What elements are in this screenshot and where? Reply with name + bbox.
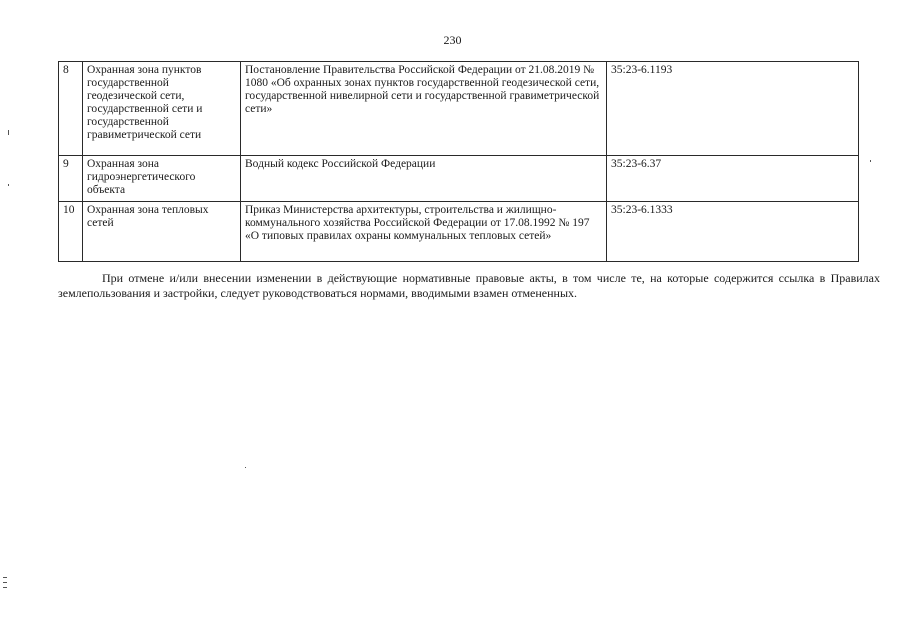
scan-speck	[3, 582, 7, 583]
scan-speck	[8, 130, 9, 135]
row-number: 8	[59, 62, 83, 156]
table-row	[59, 156, 859, 202]
row-number: 10	[59, 202, 83, 262]
zone-name: Охранная зона гидроэнергетического объекта	[83, 156, 241, 202]
closing-paragraph: При отмене и/или внесении изменении в действующие нормативные правовые акты, в том числе те, на которые содержится ссылка в Правилах землепользования и застройки, следует руководствоваться нормами, вводимыми взамен отмененных.	[58, 271, 880, 300]
regulatory-document: Водный кодекс Российской Федерации	[241, 156, 607, 202]
registry-code: 35:23-6.1193	[607, 62, 859, 156]
scan-speck	[8, 184, 9, 186]
row-number: 9	[59, 156, 83, 202]
zone-name: Охранная зона пунктов государственной геодезической сети, государственной сети и государственной гравиметрической сети	[83, 62, 241, 156]
registry-code: 35:23-6.37	[607, 156, 859, 202]
zone-name: Охранная зона тепловых сетей	[83, 202, 241, 262]
table-row	[59, 202, 859, 262]
scan-speck	[245, 467, 246, 468]
zones-table	[58, 61, 859, 262]
scan-speck	[870, 160, 871, 162]
scan-speck	[3, 577, 7, 578]
registry-code: 35:23-6.1333	[607, 202, 859, 262]
scan-speck	[3, 587, 7, 588]
regulatory-document: Приказ Министерства архитектуры, строительства и жилищно-коммунального хозяйства Российской Федерации от 17.08.1992 № 197 «О типовых правилах охраны коммунальных тепловых сетей»	[241, 202, 607, 262]
table-row	[59, 62, 859, 156]
regulatory-document: Постановление Правительства Российской Федерации от 21.08.2019 № 1080 «Об охранных зонах пунктов государственной геодезической сети, государственной нивелирной сети и государственной гравиметрической сети»	[241, 62, 607, 156]
page-number: 230	[443, 33, 462, 47]
